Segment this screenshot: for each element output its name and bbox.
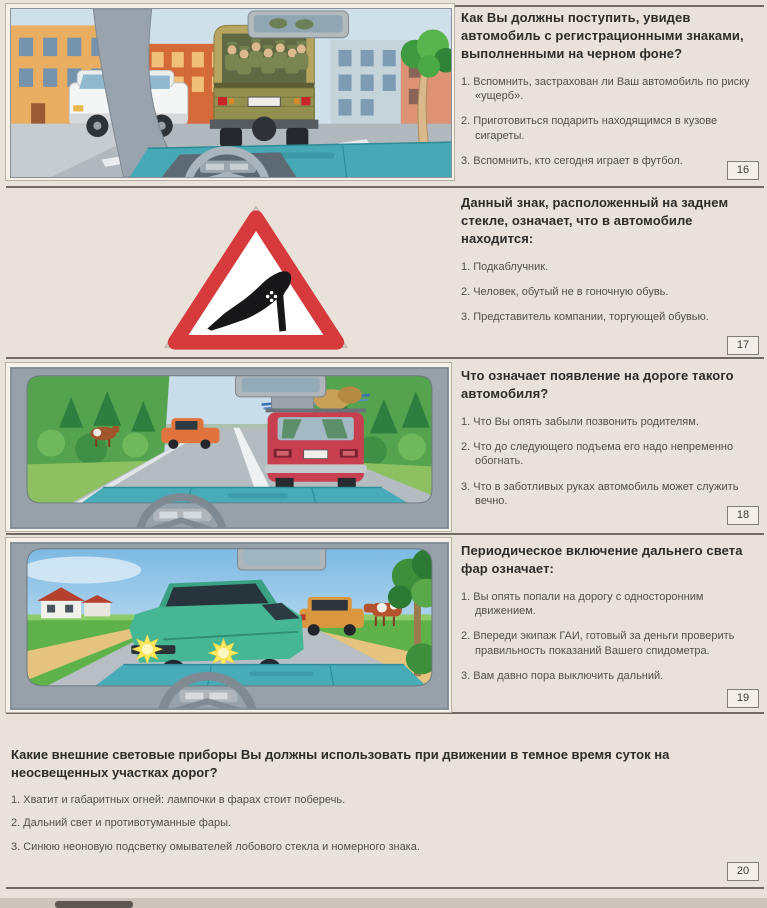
answer-option-1: 1. Подкаблучник. [461, 260, 549, 273]
warning-triangle-icon [158, 202, 354, 354]
divider-after-20 [6, 887, 764, 889]
question-number-badge: 17 [727, 336, 759, 355]
car-license-plate [304, 450, 328, 459]
illustration-panel-18 [5, 362, 452, 532]
question-number-badge: 19 [727, 689, 759, 708]
question-title: Периодическое включение дальнего света фар означает: [461, 543, 743, 576]
answer-option-1: 1. Вы опять попали на дорогу с односторонним движением. [461, 590, 704, 618]
illustration-panel-16 [5, 3, 455, 181]
question-block-16 [461, 9, 761, 179]
question-number-badge: 16 [727, 161, 759, 180]
question-block-20 [11, 793, 731, 863]
divider-after-18 [6, 533, 764, 535]
divider-after-17 [6, 357, 764, 359]
city-street-truck-scene [11, 9, 451, 177]
headlight-flash-left [132, 635, 162, 664]
question-title: Данный знак, расположенный на заднем стекле, означает, что в автомобиле находится: [461, 195, 729, 246]
scan-smudge [55, 901, 133, 908]
answer-option-1: 1. Что Вы опять забыли позвонить родителям. [461, 415, 699, 428]
rearview-mirror [248, 11, 348, 38]
forest-road-red-car-scene [11, 368, 448, 528]
red-car-with-roof-luggage [262, 386, 370, 496]
question-title: Какие внешние световые приборы Вы должны использовать при движении в темное время суток на неосвещенных участках дорог? [11, 747, 670, 781]
answer-option-3: 3. Представитель компании, торгующей обувью. [461, 311, 709, 324]
rural-road-green-car-scene [11, 543, 448, 709]
divider-top [448, 5, 764, 7]
question-block-18 [461, 367, 761, 519]
answer-option-2: 2. Человек, обутый не в гоночную обувь. [461, 286, 669, 299]
question-block-19 [461, 542, 761, 694]
question-title: Что означает появление на дороге такого автомобиля? [461, 368, 734, 401]
military-truck [210, 25, 318, 147]
dashboard [81, 488, 408, 503]
answer-option-2: 2. Впереди экипаж ГАИ, готовый за деньги проверить правильность показаний Вашего спидометра. [461, 630, 735, 657]
red-triangle-border [175, 218, 337, 343]
answer-option-3: 3. Что в заботливых руках автомобиль может служить вечно. [461, 480, 739, 508]
headlight-flash-right [208, 639, 238, 668]
answer-option-3: 3. Синюю неоновую подсветку омывателей лобового стекла и номерного знака. [11, 840, 420, 853]
dashboard [95, 665, 426, 686]
answer-option-1: 1. Хватит и габаритных огней: лампочки в фарах стоит поберечь. [11, 794, 346, 806]
question-number-badge: 20 [727, 862, 759, 881]
question-block-17 [461, 194, 761, 336]
divider-after-16 [6, 186, 764, 188]
question-title: Как Вы должны поступить, увидев автомобиль с регистрационными знаками, выполненными на черном фоне? [461, 10, 744, 61]
truck-license-plate [248, 97, 280, 106]
answer-option-3: 3. Вспомнить, кто сегодня играет в футбол. [461, 155, 683, 167]
answer-option-2: 2. Дальний свет и противотуманные фары. [11, 817, 232, 830]
answer-option-2: 2. Приготовиться подарить находящимся в кузове сигареты. [461, 115, 718, 142]
question-number-badge: 18 [727, 506, 759, 525]
answer-option-2: 2. Что до следующего подъема его надо непременно обогнать. [461, 441, 734, 468]
answer-option-1: 1. Вспомнить, застрахован ли Ваш автомобиль по риску «ущерб». [461, 75, 750, 103]
rearview-mirror [236, 374, 326, 397]
answer-option-3: 3. Вам давно пора выключить дальний. [461, 670, 664, 683]
illustration-panel-19 [5, 537, 452, 713]
warning-sign-high-heel [158, 202, 354, 354]
